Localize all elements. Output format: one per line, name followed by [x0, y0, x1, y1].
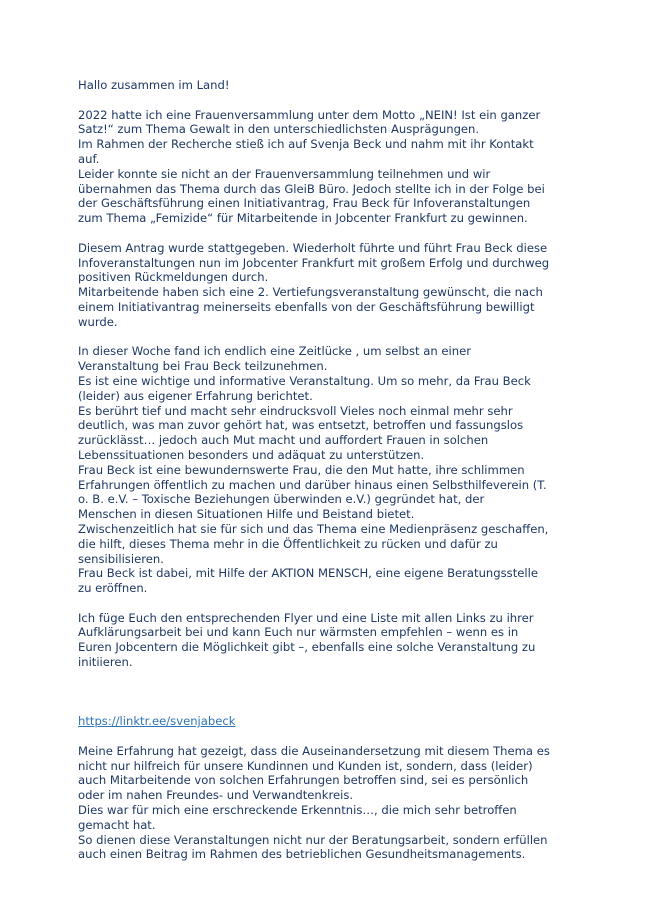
paragraph-application — [78, 241, 578, 330]
text-line: Dies war für mich eine erschreckende Erkenntnis…, die mich sehr betroffen — [78, 803, 517, 818]
spacer — [78, 685, 578, 715]
text-line: positiven Rückmeldungen durch. — [78, 270, 269, 285]
text-line: wurde. — [78, 314, 118, 329]
text-line: In dieser Woche fand ich endlich eine Zeitlücke , um selbst an einer — [78, 344, 471, 359]
text-line: Infoveranstaltungen nun im Jobcenter Frankfurt mit großem Erfolg und durchweg — [78, 255, 550, 270]
text-line: zu eröffnen. — [78, 581, 148, 596]
text-line: Im Rahmen der Recherche stieß ich auf Svenja Beck und nahm mit ihr Kontakt — [78, 137, 534, 152]
text-line: der Geschäftsführung einen Initiativantrag, Frau Beck für Infoveranstaltungen — [78, 196, 531, 211]
text-line: auch Mitarbeitende von solchen Erfahrungen betroffen sind, sei es persönlich — [78, 773, 529, 788]
text-line: Es ist eine wichtige und informative Veranstaltung. Um so mehr, da Frau Beck — [78, 373, 531, 388]
text-line: auch einen Beitrag im Rahmen des betrieblichen Gesundheitsmanagements. — [78, 847, 526, 862]
text-line: Lebenssituationen besonders und adäquat zu unterstützen. — [78, 447, 425, 462]
text-line: initiieren. — [78, 655, 133, 670]
text-line: gemacht hat. — [78, 817, 156, 832]
greeting — [78, 78, 578, 93]
text-line: o. B. e.V. – Toxische Beziehungen überwinden e.V.) gegründet hat, der — [78, 492, 485, 507]
paragraph-event-experience — [78, 344, 578, 596]
text-line: Es berührt tief und macht sehr eindrucksvoll Vieles noch einmal mehr sehr — [78, 403, 513, 418]
text-line: deutlich, was man zuvor gehört hat, was entsetzt, betroffen und fassungslos — [78, 418, 524, 433]
text-line: (leider) aus eigener Erfahrung berichtet. — [78, 388, 313, 403]
text-line: Frau Beck ist dabei, mit Hilfe der AKTION MENSCH, eine eigene Beratungsstelle — [78, 566, 538, 581]
text-line: Satz!“ zum Thema Gewalt in den unterschiedlichsten Ausprägungen. — [78, 122, 480, 137]
text-line: nicht nur hilfreich für unsere Kundinnen und Kunden ist, sondern, dass (leider) — [78, 758, 533, 773]
text-line: Mitarbeitende haben sich eine 2. Vertiefungsveranstaltung gewünscht, die nach — [78, 285, 543, 300]
text-line: sensibilisieren. — [78, 551, 164, 566]
text-line: einem Initiativantrag meinerseits ebenfalls von der Geschäftsführung bewilligt — [78, 299, 535, 314]
text-line: Aufklärungsarbeit bei und kann Euch nur wärmsten empfehlen – wenn es in — [78, 625, 519, 640]
text-line: Erfahrungen öffentlich zu machen und darüber hinaus einen Selbsthilfeverein (T. — [78, 477, 547, 492]
text-line: Meine Erfahrung hat gezeigt, dass die Auseinandersetzung mit diesem Thema es — [78, 743, 550, 758]
text-line: oder im nahen Freundes- und Verwandtenkreis. — [78, 788, 354, 803]
text-line: Diesem Antrag wurde stattgegeben. Wiederholt führte und führt Frau Beck diese — [78, 240, 548, 255]
text-line: Euren Jobcentern die Möglichkeit gibt –, ebenfalls eine solche Veranstaltung zu — [78, 640, 536, 655]
text-line: auf. — [78, 151, 100, 166]
text-line: Zwischenzeitlich hat sie für sich und das Thema eine Medienpräsenz geschaffen, — [78, 521, 549, 536]
text-line: Veranstaltung bei Frau Beck teilzunehmen. — [78, 359, 328, 374]
text-line: 2022 hatte ich eine Frauenversammlung unter dem Motto „NEIN! Ist ein ganzer — [78, 107, 541, 122]
paragraph-womens-assembly — [78, 108, 578, 226]
text-line: Leider konnte sie nicht an der Frauenversammlung teilnehmen und wir — [78, 166, 491, 181]
text-line: zurücklässt… jedoch auch Mut macht und auffordert Frauen in solchen — [78, 433, 489, 448]
text-line: zum Thema „Femizide“ für Mitarbeitende in Jobcenter Frankfurt zu gewinnen. — [78, 211, 528, 226]
paragraph-conclusion — [78, 744, 578, 862]
letter-body — [78, 78, 578, 877]
linktree-link[interactable]: https://linktr.ee/svenjabeck — [78, 714, 236, 729]
text-line: Menschen in diesen Situationen Hilfe und Beistand bietet. — [78, 507, 415, 522]
text-line: die hilft, dieses Thema mehr in die Öffentlichkeit zu rücken und dafür zu — [78, 536, 498, 551]
link-paragraph — [78, 714, 578, 729]
text-line: übernahmen das Thema durch das GleiB Büro. Jedoch stellte ich in der Folge bei — [78, 181, 545, 196]
text-line: So dienen diese Veranstaltungen nicht nur der Beratungsarbeit, sondern erfüllen — [78, 832, 548, 847]
paragraph-flyer — [78, 611, 578, 670]
text-line: Hallo zusammen im Land! — [78, 78, 230, 92]
text-line: Ich füge Euch den entsprechenden Flyer und eine Liste mit allen Links zu ihrer — [78, 610, 534, 625]
text-line: Frau Beck ist eine bewundernswerte Frau, die den Mut hatte, ihre schlimmen — [78, 462, 525, 477]
